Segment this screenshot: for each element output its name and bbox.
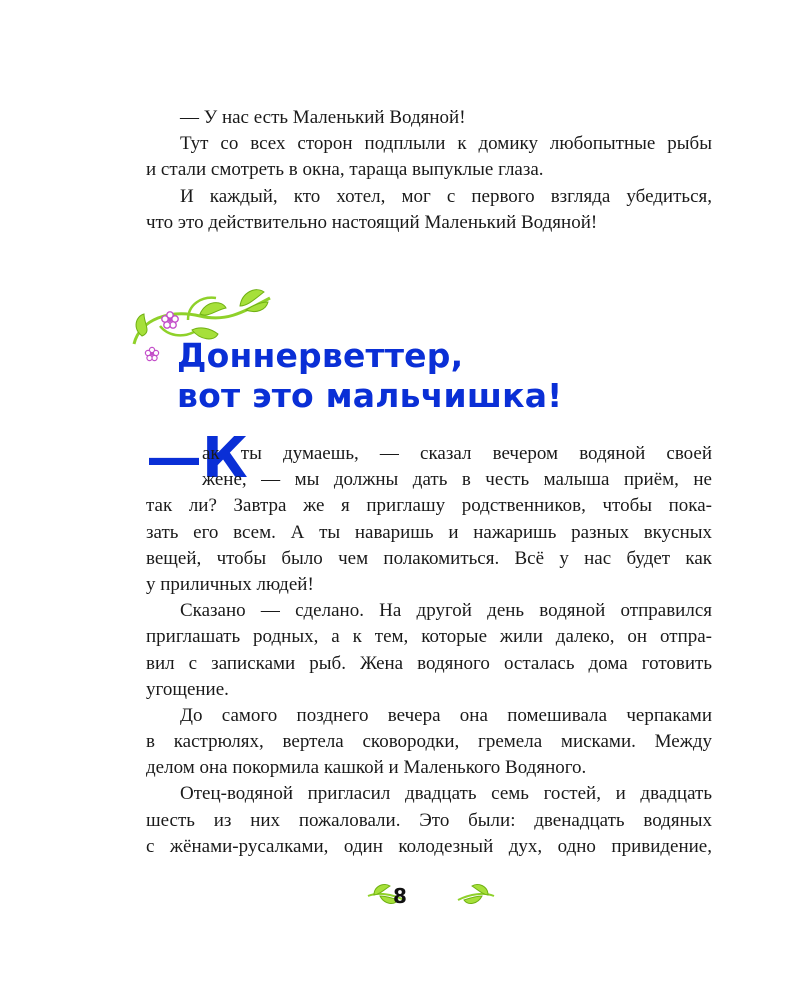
text-line: ак ты думаешь, — сказал вечером водяной своей [202, 443, 712, 464]
text-line: шесть из них пожаловали. Это были: двенадцать водяных [146, 809, 712, 831]
text-line: До самого позднего вечера она помешивала черпаками [180, 704, 712, 726]
text-line: зать его всем. А ты наваришь и нажаришь разных вкусных [146, 521, 712, 543]
text-line: — У нас есть Маленький Водяной! [180, 107, 466, 128]
text-line: так ли? Завтра же я приглашу родственников, чтобы пока- [146, 495, 712, 517]
page-number: 8 [393, 884, 407, 908]
text-line: что это действительно настоящий Маленький Водяной! [146, 211, 598, 233]
text-line: и стали смотреть в окна, тараща выпуклые глаза. [146, 159, 544, 181]
chapter-title-line: Доннерветтер, [177, 336, 464, 375]
flower-icon [145, 347, 158, 360]
text-line: у приличных людей! [146, 573, 314, 595]
text-line: Отец-водяной пригласил двадцать семь гостей, и двадцать [180, 783, 712, 805]
leaf-ornament-icon [456, 882, 496, 908]
text-line: в кастрюлях, вертела сковородки, гремела мисками. Между [146, 731, 712, 753]
text-line: с жёнами-русалками, один колодезный дух, одно привидение, [146, 835, 712, 857]
body-text-block [146, 441, 712, 860]
text-line: И каждый, кто хотел, мог с первого взгляда убедиться, [180, 185, 712, 207]
text-line: Тут со всех сторон подплыли к домику любопытные рыбы [180, 133, 712, 155]
text-line: жене, — мы должны дать в честь малыша приём, не [202, 469, 712, 491]
text-line: вещей, чтобы было чем полакомиться. Всё у нас будет как [146, 547, 712, 569]
drop-cap: —К [146, 426, 248, 491]
page-footer [0, 878, 800, 918]
text-line: приглашать родных, а к тем, которые жили далеко, он отпра- [146, 626, 712, 648]
text-line: Сказано — сделано. На другой день водяной отправился [180, 600, 712, 622]
text-line: делом она покормила кашкой и Маленького Водяного. [146, 757, 587, 779]
chapter-title [177, 336, 562, 416]
text-line: вил с записками рыб. Жена водяного осталась дома готовить [146, 652, 712, 674]
chapter-title-line: вот это мальчишка! [177, 376, 563, 415]
text-line: угощение. [146, 678, 229, 700]
top-text-block [146, 105, 712, 236]
